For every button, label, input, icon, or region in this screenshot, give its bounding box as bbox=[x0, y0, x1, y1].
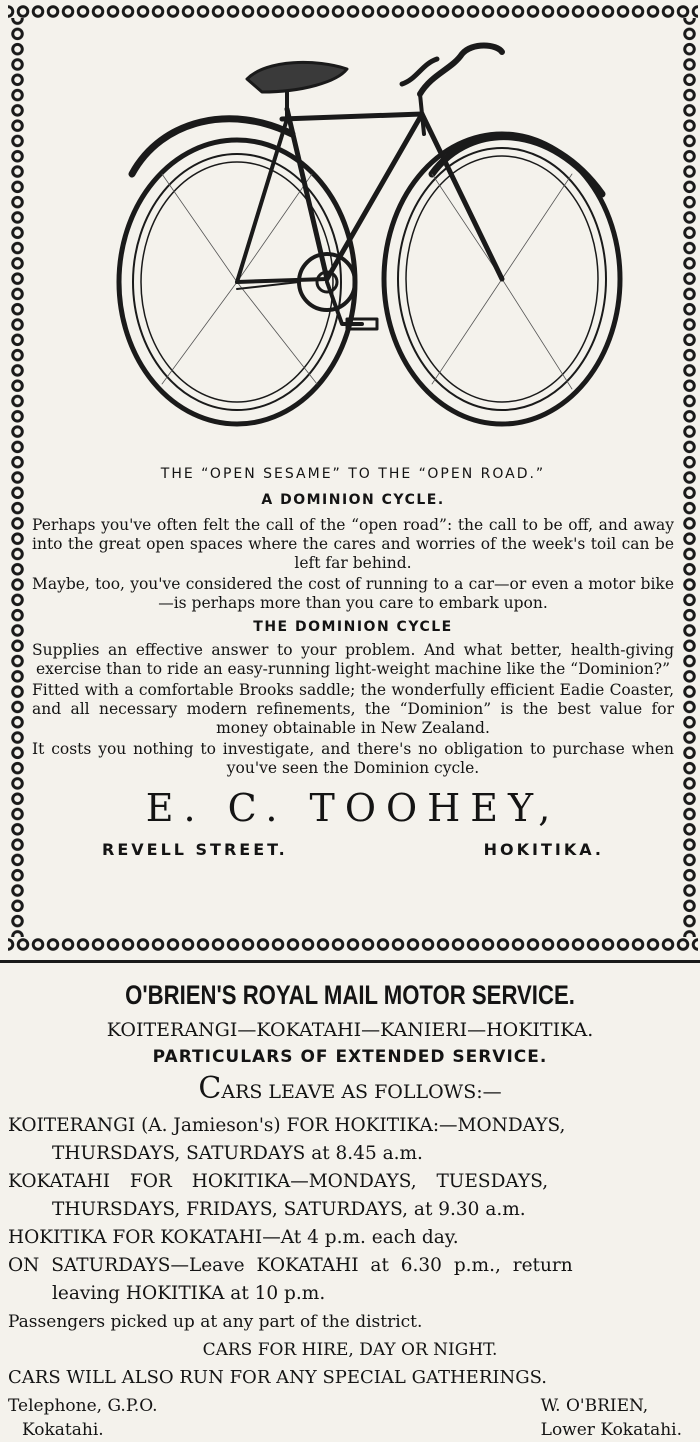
pickup-note: Passengers picked up at any part of the district. bbox=[8, 1312, 423, 1332]
bicycle-illustration bbox=[102, 24, 632, 460]
proprietor-place: Lower Kokatahi. bbox=[540, 1420, 682, 1440]
drop-cap: C bbox=[198, 1071, 222, 1106]
royal-mail-motor-service-advertisement bbox=[8, 968, 692, 1440]
street-address: REVELL STREET. bbox=[102, 840, 288, 859]
route: KOITERANGI—KOKATAHI—KANIERI—HOKITIKA. bbox=[106, 1019, 594, 1041]
cars-leave-text: ARS LEAVE AS FOLLOWS:— bbox=[221, 1081, 502, 1103]
telephone-place: Kokatahi. bbox=[22, 1420, 104, 1440]
ornamental-border-bottom bbox=[8, 933, 698, 955]
subheading-dominion-cycle: THE DOMINION CYCLE bbox=[253, 619, 453, 635]
proprietor-block bbox=[541, 1394, 692, 1442]
contact-block bbox=[8, 1394, 692, 1442]
advertiser-address bbox=[102, 840, 604, 859]
headline: THE “OPEN SESAME” TO THE “OPEN ROAD.” bbox=[160, 466, 546, 482]
ornamental-border-left bbox=[8, 18, 26, 937]
advertiser-name: E. C. TOOHEY, bbox=[145, 786, 561, 830]
telephone: Telephone, G.P.O. bbox=[8, 1396, 158, 1416]
ornamental-border-right bbox=[680, 18, 698, 937]
product-name: A DOMINION CYCLE. bbox=[261, 492, 445, 508]
schedule-saturdays-return: leaving HOKITIKA at 10 p.m. bbox=[52, 1283, 326, 1304]
telephone-block bbox=[8, 1394, 158, 1442]
cars-for-hire: CARS FOR HIRE, DAY OR NIGHT. bbox=[202, 1340, 498, 1360]
service-subtitle: PARTICULARS OF EXTENDED SERVICE. bbox=[152, 1047, 548, 1067]
paragraph-features: Fitted with a comfortable Brooks saddle; the wonderfully efficient Eadie Coaster, and all necessary modern refinements, the “Dominion” is the best value for money obtainable in New Zealand. bbox=[32, 681, 674, 737]
schedule-kokatahi-days: THURSDAYS, FRIDAYS, SATURDAYS, at 9.30 a.m. bbox=[52, 1199, 526, 1220]
schedule-hokitika: HOKITIKA FOR KOKATAHI—At 4 p.m. each day. bbox=[8, 1227, 459, 1248]
schedule-koiterangi-days: THURSDAYS, SATURDAYS at 8.45 a.m. bbox=[52, 1143, 423, 1164]
paragraph-answer: Supplies an effective answer to your problem. And what better, health-giving exercise than to ride an easy-running light-weight machine like the “Dominion?” bbox=[32, 641, 674, 678]
paragraph-investigate: It costs you nothing to investigate, and there's no obligation to purchase when you've seen the Dominion cycle. bbox=[32, 740, 674, 777]
cars-leave-heading bbox=[8, 1071, 692, 1106]
timetable bbox=[8, 1112, 692, 1392]
schedule-kokatahi: KOKATAHI FOR HOKITIKA—MONDAYS, TUESDAYS, bbox=[8, 1171, 549, 1192]
proprietor-name: W. O'BRIEN, bbox=[540, 1396, 649, 1416]
town: HOKITIKA. bbox=[483, 840, 604, 859]
ornamental-border-top bbox=[8, 0, 698, 22]
schedule-saturdays: ON SATURDAYS—Leave KOKATAHI at 6.30 p.m., return bbox=[8, 1255, 573, 1276]
dominion-cycle-advertisement bbox=[8, 0, 698, 955]
column-divider bbox=[0, 960, 700, 963]
schedule-koiterangi: KOITERANGI (A. Jamieson's) FOR HOKITIKA:—MONDAYS, bbox=[8, 1115, 566, 1136]
special-gatherings: CARS WILL ALSO RUN FOR ANY SPECIAL GATHERINGS. bbox=[8, 1367, 548, 1388]
paragraph-open-road: Perhaps you've often felt the call of the “open road”: the call to be off, and away into the great open spaces where the cares and worries of the week's toil can be left far behind. bbox=[32, 516, 674, 572]
paragraph-cost: Maybe, too, you've considered the cost of running to a car—or even a motor bike—is perhaps more than you care to embark upon. bbox=[32, 575, 674, 612]
service-title: O'BRIEN'S ROYAL MAIL MOTOR SERVICE. bbox=[125, 980, 575, 1010]
